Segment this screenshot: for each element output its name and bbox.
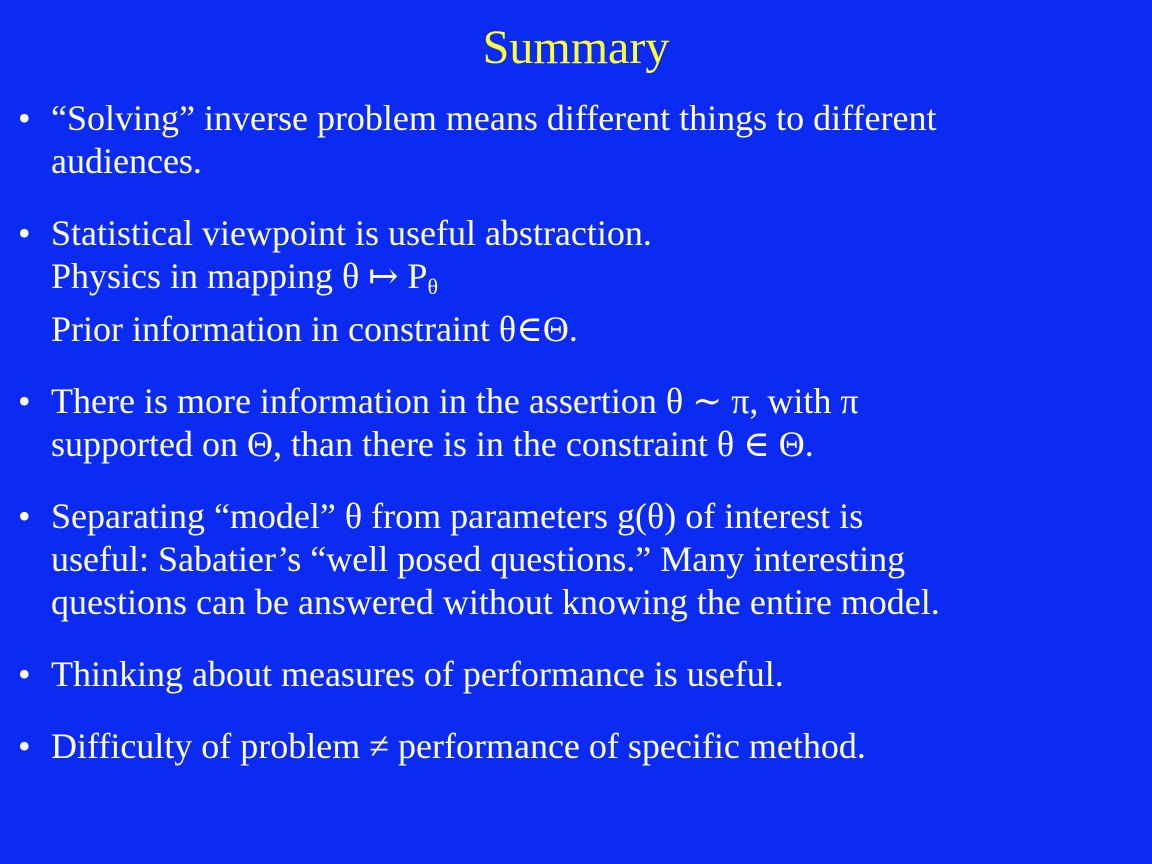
bullet-marker: • [18, 213, 31, 253]
bullet-list [18, 97, 1138, 797]
bullet-line: questions can be answered without knowing the entire model. [51, 582, 940, 622]
bullet-line: supported on Θ, than there is in the constraint θ ∈ Θ. [51, 424, 814, 464]
bullet-line: useful: Sabatier’s “well posed questions.” Many interesting [51, 539, 906, 579]
bullet-item [18, 97, 1138, 183]
bullet-marker: • [18, 496, 31, 536]
bullet-line: Separating “model” θ from parameters g(θ) of interest is [51, 496, 864, 536]
bullet-marker: • [18, 381, 31, 421]
bullet-marker: • [18, 98, 31, 138]
bullet-line: Prior information in constraint θ∈Θ. [51, 309, 578, 349]
bullet-line-with-subscript [51, 255, 1138, 308]
bullet-line: Difficulty of problem ≠ performance of specific method. [51, 726, 866, 766]
bullet-item [18, 725, 1138, 768]
bullet-marker: • [18, 726, 31, 766]
bullet-line-text: Physics in mapping θ ↦ P [51, 256, 428, 296]
bullet-item [18, 653, 1138, 696]
bullet-item [18, 212, 1138, 351]
bullet-line: “Solving” inverse problem means different things to different [51, 98, 937, 138]
bullet-line: There is more information in the assertion θ ∼ π, with π [51, 381, 859, 421]
slide-title: Summary [482, 21, 670, 74]
bullet-line: audiences. [51, 141, 202, 181]
subscript-theta: θ [427, 274, 438, 299]
bullet-line: Statistical viewpoint is useful abstraction. [51, 213, 652, 253]
bullet-item [18, 380, 1138, 466]
bullet-marker: • [18, 654, 31, 694]
bullet-line: Thinking about measures of performance is useful. [51, 654, 784, 694]
bullet-item [18, 495, 1138, 624]
